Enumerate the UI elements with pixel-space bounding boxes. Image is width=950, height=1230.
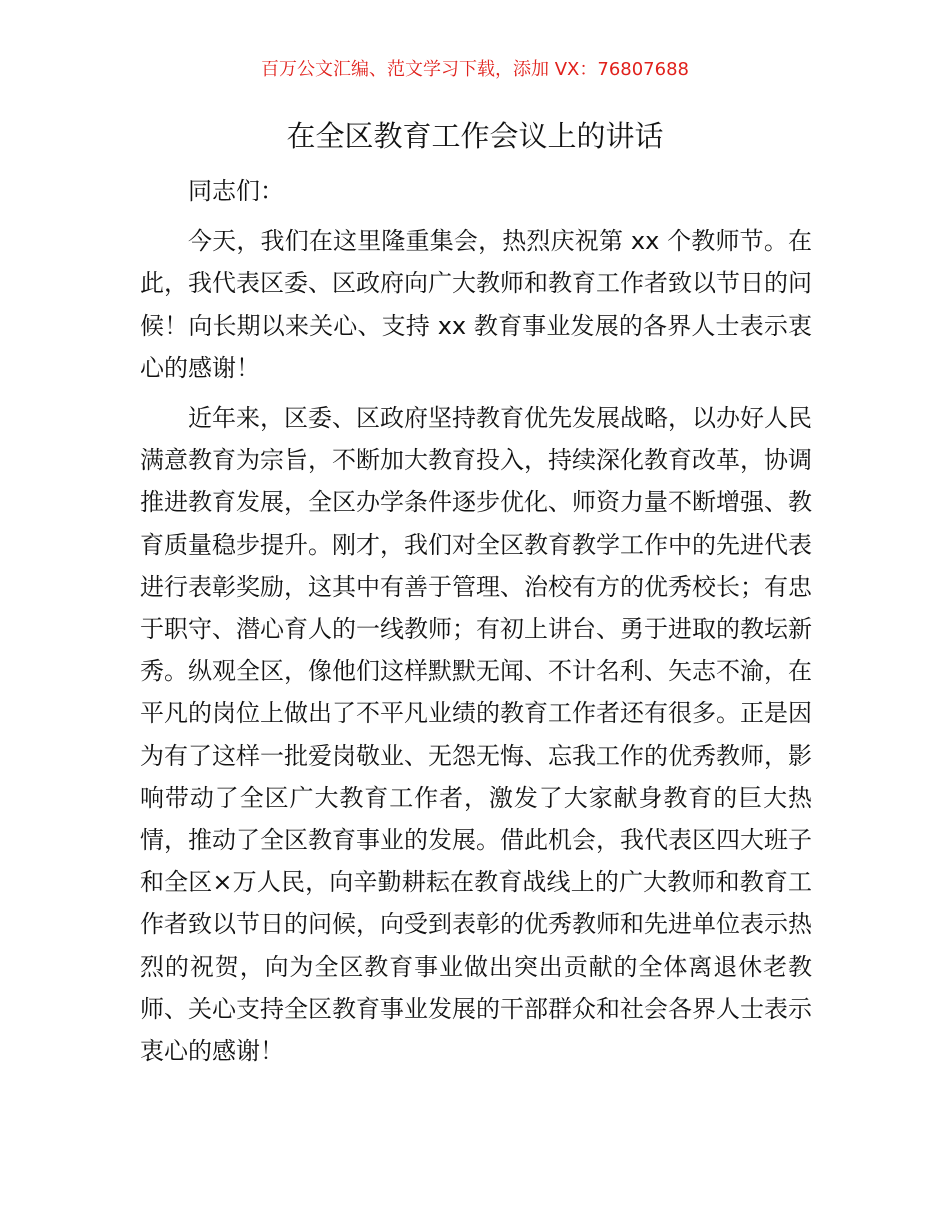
document-body [140,170,812,1080]
header-promo-note: 百万公文汇编、范文学习下载，添加 VX：76807688 [261,59,689,80]
document-title: 在全区教育工作会议上的讲话 [286,119,664,153]
paragraph: 今天，我们在这里隆重集会，热烈庆祝第 xx 个教师节。在此，我代表区委、区政府向广大教师和教育工作者致以节日的问候！向长期以来关心、支持 xx 教育事业发展的各界人士表示衷心的感谢！ [140,227,812,382]
salutation: 同志们： [188,177,284,205]
paragraph: 近年来，区委、区政府坚持教育优先发展战略，以办好人民满意教育为宗旨，不断加大教育投入，持续深化教育改革，协调推进教育发展，全区办学条件逐步优化、师资力量不断增强、教育质量稳步提升。刚才，我们对全区教育教学工作中的先进代表进行表彰奖励，这其中有善于管理、治校有方的优秀校长；有忠于职守、潜心育人的一线教师；有初上讲台、勇于进取的教坛新秀。纵观全区，像他们这样默默无闻、不计名利、矢志不渝，在平凡的岗位上做出了不平凡业绩的教育工作者还有很多。正是因为有了这样一批爱岗敬业、无怨无悔、忘我工作的优秀教师，影响带动了全区广大教育工作者，激发了大家献身教育的巨大热情，推动了全区教育事业的发展。借此机会，我代表区四大班子和全区×万人民，向辛勤耕耘在教育战线上的广大教师和教育工作者致以节日的问候，向受到表彰的优秀教师和先进单位表示热烈的祝贺，向为全区教育事业做出突出贡献的全体离退休老教师、关心支持全区教育事业发展的干部群众和社会各界人士表示衷心的感谢！ [140,404,812,1066]
